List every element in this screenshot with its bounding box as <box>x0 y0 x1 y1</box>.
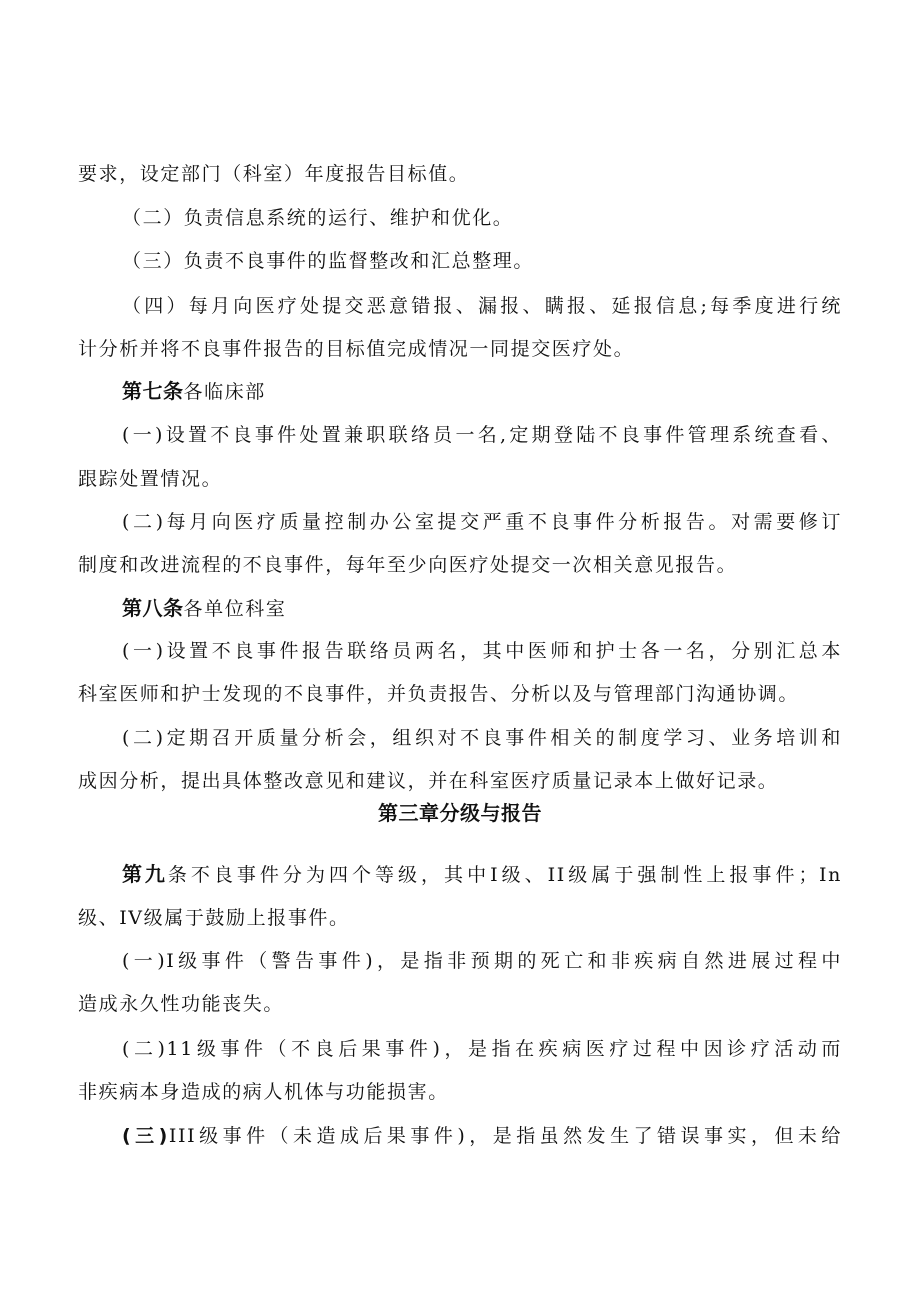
chapter-title: 第三章分级与报告 <box>378 801 542 825</box>
article-7-text: 各临床部 <box>183 381 266 403</box>
paragraph-line: 科室医师和护士发现的不良事件，并负责报告、分析以及与管理部门沟通协调。 <box>78 683 800 705</box>
article-7 <box>122 378 842 405</box>
paragraph-line: 制度和改进流程的不良事件，每年至少向医疗处提交一次相关意见报告。 <box>78 554 738 576</box>
paragraph-line: （三）负责不良事件的监督整改和汇总整理。 <box>122 250 535 272</box>
article-9 <box>122 861 842 888</box>
paragraph-line: （四）每月向医疗处提交恶意错报、漏报、瞒报、延报信息;每季度进行统 <box>122 295 842 317</box>
paragraph-line: 要求，设定部门（科室）年度报告目标值。 <box>78 163 470 185</box>
paragraph-line: 造成永久性功能丧失。 <box>78 993 285 1015</box>
paragraph-line: (二)每月向医疗质量控制办公室提交严重不良事件分析报告。对需要修订 <box>122 511 842 533</box>
paragraph-line: (一)设置不良事件处置兼职联络员一名,定期登陆不良事件管理系统查看、 <box>122 424 842 446</box>
paragraph-line: 跟踪处置情况。 <box>78 468 223 490</box>
article-7-heading: 第七条 <box>122 379 184 403</box>
item-3-text: III级事件（未造成后果事件)，是指虽然发生了错误事实，但未给 <box>168 1125 842 1147</box>
paragraph-line: (二)定期召开质量分析会，组织对不良事件相关的制度学习、业务培训和 <box>122 727 842 749</box>
paragraph-line: (一)设置不良事件报告联络员两名，其中医师和护士各一名，分别汇总本 <box>122 640 842 662</box>
paragraph-line: (二)11级事件（不良后果事件)，是指在疾病医疗过程中因诊疗活动而 <box>122 1038 842 1060</box>
article-8-heading: 第八条 <box>122 596 184 620</box>
paragraph-line: 非疾病本身造成的病人机体与功能损害。 <box>78 1081 449 1103</box>
article-8-text: 各单位科室 <box>183 598 287 620</box>
paragraph-line: 成因分析，提出具体整改意见和建议，并在科室医疗质量记录本上做好记录。 <box>78 770 779 792</box>
article-8 <box>122 595 842 622</box>
article-9-text: 条不良事件分为四个等级，其中I级、II级属于强制性上报事件；In <box>167 864 842 886</box>
paragraph-line: (一)I级事件（警告事件)，是指非预期的死亡和非疾病自然进展过程中 <box>122 950 842 972</box>
item-3-prefix: (三) <box>122 1125 169 1147</box>
paragraph-line: 级、IV级属于鼓励上报事件。 <box>78 907 350 929</box>
item-3-line <box>122 1123 842 1149</box>
paragraph-line: 计分析并将不良事件报告的目标值完成情况一同提交医疗处。 <box>78 338 635 360</box>
article-9-heading: 第九 <box>122 862 168 886</box>
paragraph-line: （二）负责信息系统的运行、维护和优化。 <box>122 207 514 229</box>
